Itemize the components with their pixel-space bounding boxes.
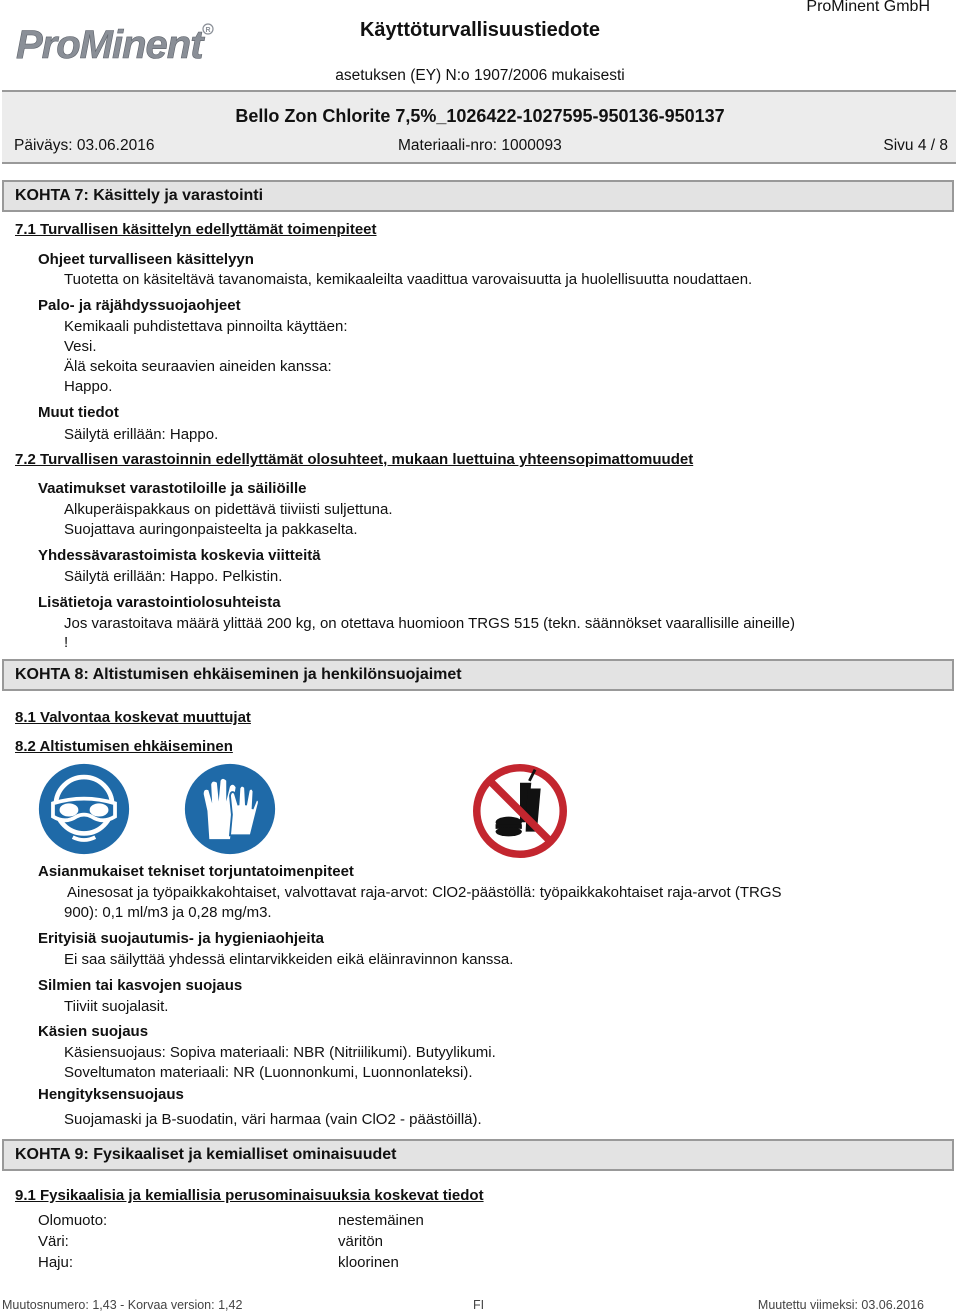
footer-modified-date: Muutettu viimeksi: 03.06.2016 xyxy=(757,1298,924,1312)
fire-protection-text-4: Happo. xyxy=(64,378,113,395)
fire-protection-label: Palo- ja räjähdyssuojaohjeet xyxy=(38,297,241,314)
footer-language: FI xyxy=(473,1298,485,1312)
gloves-icon xyxy=(183,762,277,856)
subsection-9-1-title: 9.1 Fysikaalisia ja kemiallisia perusominaisuuksia koskevat tiedot xyxy=(15,1187,484,1204)
respiratory-protection-label: Hengityksensuojaus xyxy=(38,1086,184,1103)
co-storage-label: Yhdessävarastoimista koskevia viitteitä xyxy=(38,547,321,564)
fire-protection-text-2: Vesi. xyxy=(64,338,97,355)
technical-measures-text-2: 900): 0,1 ml/m3 ja 0,28 mg/m3. xyxy=(64,904,272,921)
storage-info-text-1: Jos varastoitava määrä ylittää 200 kg, on otettava huomioon TRGS 515 (tekn. säännökset vaarallisille aineille) xyxy=(64,615,795,632)
goggles-icon xyxy=(37,762,131,856)
regulation-reference: asetuksen (EY) N:o 1907/2006 mukaisesti xyxy=(335,67,625,84)
storage-requirements-text-1: Alkuperäispakkaus on pidettävä tiiviisti suljettuna. xyxy=(64,501,393,518)
hand-protection-text-1: Käsiensuojaus: Sopiva materiaali: NBR (Nitriilikumi). Butyylikumi. xyxy=(64,1044,496,1061)
subsection-8-2-title: 8.2 Altistumisen ehkäiseminen xyxy=(15,738,233,755)
section-8-title: KOHTA 8: Altistumisen ehkäiseminen ja henkilönsuojaimet xyxy=(15,666,462,683)
other-info-label: Muut tiedot xyxy=(38,404,119,421)
no-eating-drinking-icon xyxy=(473,764,567,858)
property-value: nestemäinen xyxy=(338,1212,424,1229)
subsection-8-1-title: 8.1 Valvontaa koskevat muuttujat xyxy=(15,709,251,726)
document-date: Päiväys: 03.06.2016 xyxy=(14,137,155,154)
hygiene-label: Erityisiä suojautumis- ja hygieniaohjeita xyxy=(38,930,324,947)
subsection-7-2-title: 7.2 Turvallisen varastoinnin edellyttämät olosuhteet, mukaan luettuina yhteensopimattomuudet xyxy=(15,451,694,468)
subsection-7-1-title: 7.1 Turvallisen käsittelyn edellyttämät toimenpiteet xyxy=(15,221,377,238)
section-9-title: KOHTA 9: Fysikaaliset ja kemialliset ominaisuudet xyxy=(15,1146,397,1163)
storage-info-text-2: ! xyxy=(64,634,69,651)
property-label: Olomuoto: xyxy=(38,1212,108,1229)
material-number: Materiaali-nro: 1000093 xyxy=(398,137,562,154)
storage-requirements-text-2: Suojattava auringonpaisteelta ja pakkaselta. xyxy=(64,521,358,538)
property-label: Haju: xyxy=(38,1254,74,1271)
page-number: Sivu 4 / 8 xyxy=(883,137,948,154)
eye-protection-text: Tiiviit suojalasit. xyxy=(64,998,169,1015)
fire-protection-text-1: Kemikaali puhdistettava pinnoilta käyttäen: xyxy=(64,318,348,335)
hygiene-text: Ei saa säilyttää yhdessä elintarvikkeiden eikä eläinravinnon kanssa. xyxy=(64,951,514,968)
section-7-title: KOHTA 7: Käsittely ja varastointi xyxy=(15,187,264,204)
technical-measures-text-1: Ainesosat ja työpaikkakohtaiset, valvottavat raja-arvot: ClO2-päästöllä: työpaikkakohtaiset raja-arvot (TRGS xyxy=(67,884,782,901)
other-info-text: Säilytä erillään: Happo. xyxy=(64,426,219,443)
company-name: ProMinent GmbH xyxy=(806,0,930,15)
property-label: Väri: xyxy=(38,1233,69,1250)
document-title: Käyttöturvallisuustiedote xyxy=(359,19,601,41)
hand-protection-text-2: Soveltumaton materiaali: NR (Luonnonkumi, Luonnonlateksi). xyxy=(64,1064,473,1081)
respiratory-protection-text: Suojamaski ja B-suodatin, väri harmaa (vain ClO2 - päästöillä). xyxy=(64,1111,482,1128)
eye-protection-label: Silmien tai kasvojen suojaus xyxy=(38,977,243,994)
property-value: kloorinen xyxy=(338,1254,399,1271)
svg-text:R: R xyxy=(205,27,211,34)
technical-measures-label: Asianmukaiset tekniset torjuntatoimenpiteet xyxy=(38,863,354,880)
footer-version: Muutosnumero: 1,43 - Korvaa version: 1,42 xyxy=(2,1298,243,1312)
handling-text: Tuotetta on käsiteltävä tavanomaista, kemikaaleilta vaadittua varovaisuutta ja huolellisuutta noudattaen. xyxy=(64,271,753,288)
hand-protection-label: Käsien suojaus xyxy=(38,1023,149,1040)
handling-label: Ohjeet turvalliseen käsittelyyn xyxy=(38,251,254,268)
storage-info-label: Lisätietoja varastointiolosuhteista xyxy=(38,594,281,611)
storage-requirements-label: Vaatimukset varastotiloille ja säiliöille xyxy=(38,480,307,497)
fire-protection-text-3: Älä sekoita seuraavien aineiden kanssa: xyxy=(64,358,332,375)
product-name: Bello Zon Chlorite 7,5%_1026422-1027595-950136-950137 xyxy=(235,106,725,126)
co-storage-text: Säilytä erillään: Happo. Pelkistin. xyxy=(64,568,283,585)
property-value: väritön xyxy=(338,1233,384,1250)
svg-text:ProMinent: ProMinent xyxy=(16,23,203,64)
